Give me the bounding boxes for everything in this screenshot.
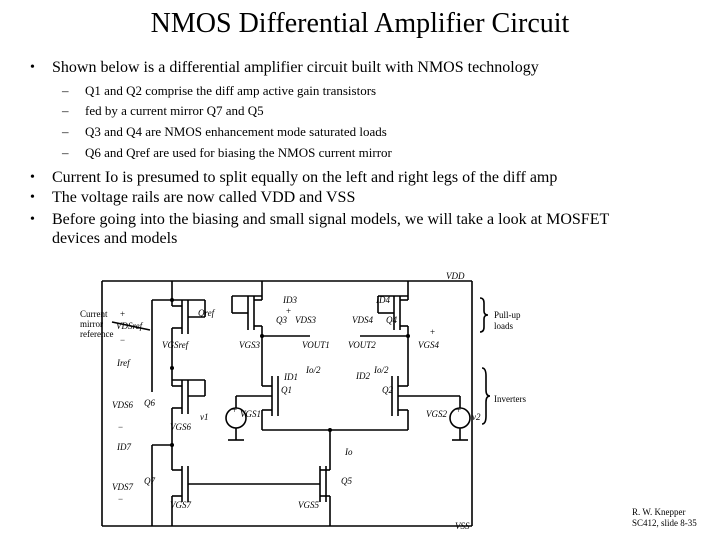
vdd-label: VDD	[446, 271, 465, 281]
label-q5: Q5	[341, 476, 352, 486]
note-mirror: mirror	[80, 319, 103, 329]
plus-sign: +	[430, 327, 436, 337]
label-q2: Q2	[382, 385, 393, 395]
minus-sign: −	[118, 494, 124, 504]
label-q7: Q7	[144, 476, 155, 486]
plus-sign: +	[286, 306, 292, 316]
page-title: NMOS Differential Amplifier Circuit	[150, 8, 570, 39]
bullet-voltage-rails: The voltage rails are now called VDD and VSS	[52, 189, 356, 206]
label-q6: Q6	[144, 398, 155, 408]
label-vout2: VOUT2	[348, 340, 376, 350]
label-id1: ID1	[284, 372, 298, 382]
credit-slide-number: SC412, slide 8-35	[632, 518, 697, 528]
label-id7: ID7	[117, 442, 131, 452]
label-vds7: VDS7	[112, 482, 133, 492]
label-vgs3: VGS3	[239, 340, 260, 350]
label-q1: Q1	[281, 385, 292, 395]
label-id2: ID2	[356, 371, 370, 381]
label-vgs1: VGS1	[240, 409, 261, 419]
plus-sign: +	[232, 405, 238, 415]
plus-sign: +	[456, 405, 462, 415]
label-vds6: VDS6	[112, 400, 133, 410]
label-q3: Q3	[276, 315, 287, 325]
sub-dash: –	[62, 83, 69, 98]
label-iref: Iref	[117, 358, 130, 368]
sub-dash: –	[62, 103, 69, 118]
label-vds3: VDS3	[295, 315, 316, 325]
bullet-dot: •	[30, 212, 35, 227]
label-io-half-right: Io/2	[374, 365, 389, 375]
sub-bullet-loads: Q3 and Q4 are NMOS enhancement mode saturated loads	[85, 124, 387, 139]
note-reference: reference	[80, 329, 114, 339]
label-io: Io	[345, 447, 353, 457]
label-v1: v1	[200, 412, 209, 422]
vss-label: VSS	[455, 521, 470, 531]
note-inverters: Inverters	[494, 394, 526, 404]
bullet-current-split: Current Io is presumed to split equally on the left and right legs of the diff amp	[52, 169, 558, 186]
label-id3: ID3	[283, 295, 297, 305]
label-vgs5: VGS5	[298, 500, 319, 510]
label-qref: Qref	[198, 308, 215, 318]
sub-dash: –	[62, 145, 69, 160]
bullet-mosfet: Before going into the biasing and small signal models, we will take a look at MOSFET	[52, 211, 610, 228]
label-vgs2: VGS2	[426, 409, 447, 419]
bullet-intro: Shown below is a differential amplifier circuit built with NMOS technology	[52, 59, 539, 76]
label-v2: v2	[472, 412, 481, 422]
label-vgs4: VGS4	[418, 340, 439, 350]
minus-sign: −	[120, 335, 126, 345]
label-vds4: VDS4	[352, 315, 373, 325]
sub-bullet-q1-q2: Q1 and Q2 comprise the diff amp active gain transistors	[85, 83, 377, 98]
bullet-mosfet-cont: devices and models	[52, 230, 178, 247]
bullet-dot: •	[30, 170, 35, 185]
label-vgs7: VGS7	[170, 500, 191, 510]
plus-sign: +	[120, 309, 126, 319]
note-current: Current	[80, 309, 108, 319]
label-vgs6: VGS6	[170, 422, 191, 432]
note-loads: loads	[494, 321, 513, 331]
bullet-dot: •	[30, 60, 35, 75]
label-id4: ID4	[376, 295, 390, 305]
sub-bullet-mirror: fed by a current mirror Q7 and Q5	[85, 103, 264, 118]
minus-sign: −	[118, 422, 124, 432]
bullet-dot: •	[30, 190, 35, 205]
credit-author: R. W. Knepper	[632, 507, 686, 517]
sub-dash: –	[62, 124, 69, 139]
label-vgsref: VGSref	[162, 340, 189, 350]
sub-bullet-bias: Q6 and Qref are used for biasing the NMOS current mirror	[85, 145, 392, 160]
label-vdsref: VDSref	[116, 321, 143, 331]
label-io-half-left: Io/2	[306, 365, 321, 375]
label-vout1: VOUT1	[302, 340, 330, 350]
label-q4: Q4	[386, 315, 397, 325]
note-pullup: Pull-up	[494, 310, 521, 320]
